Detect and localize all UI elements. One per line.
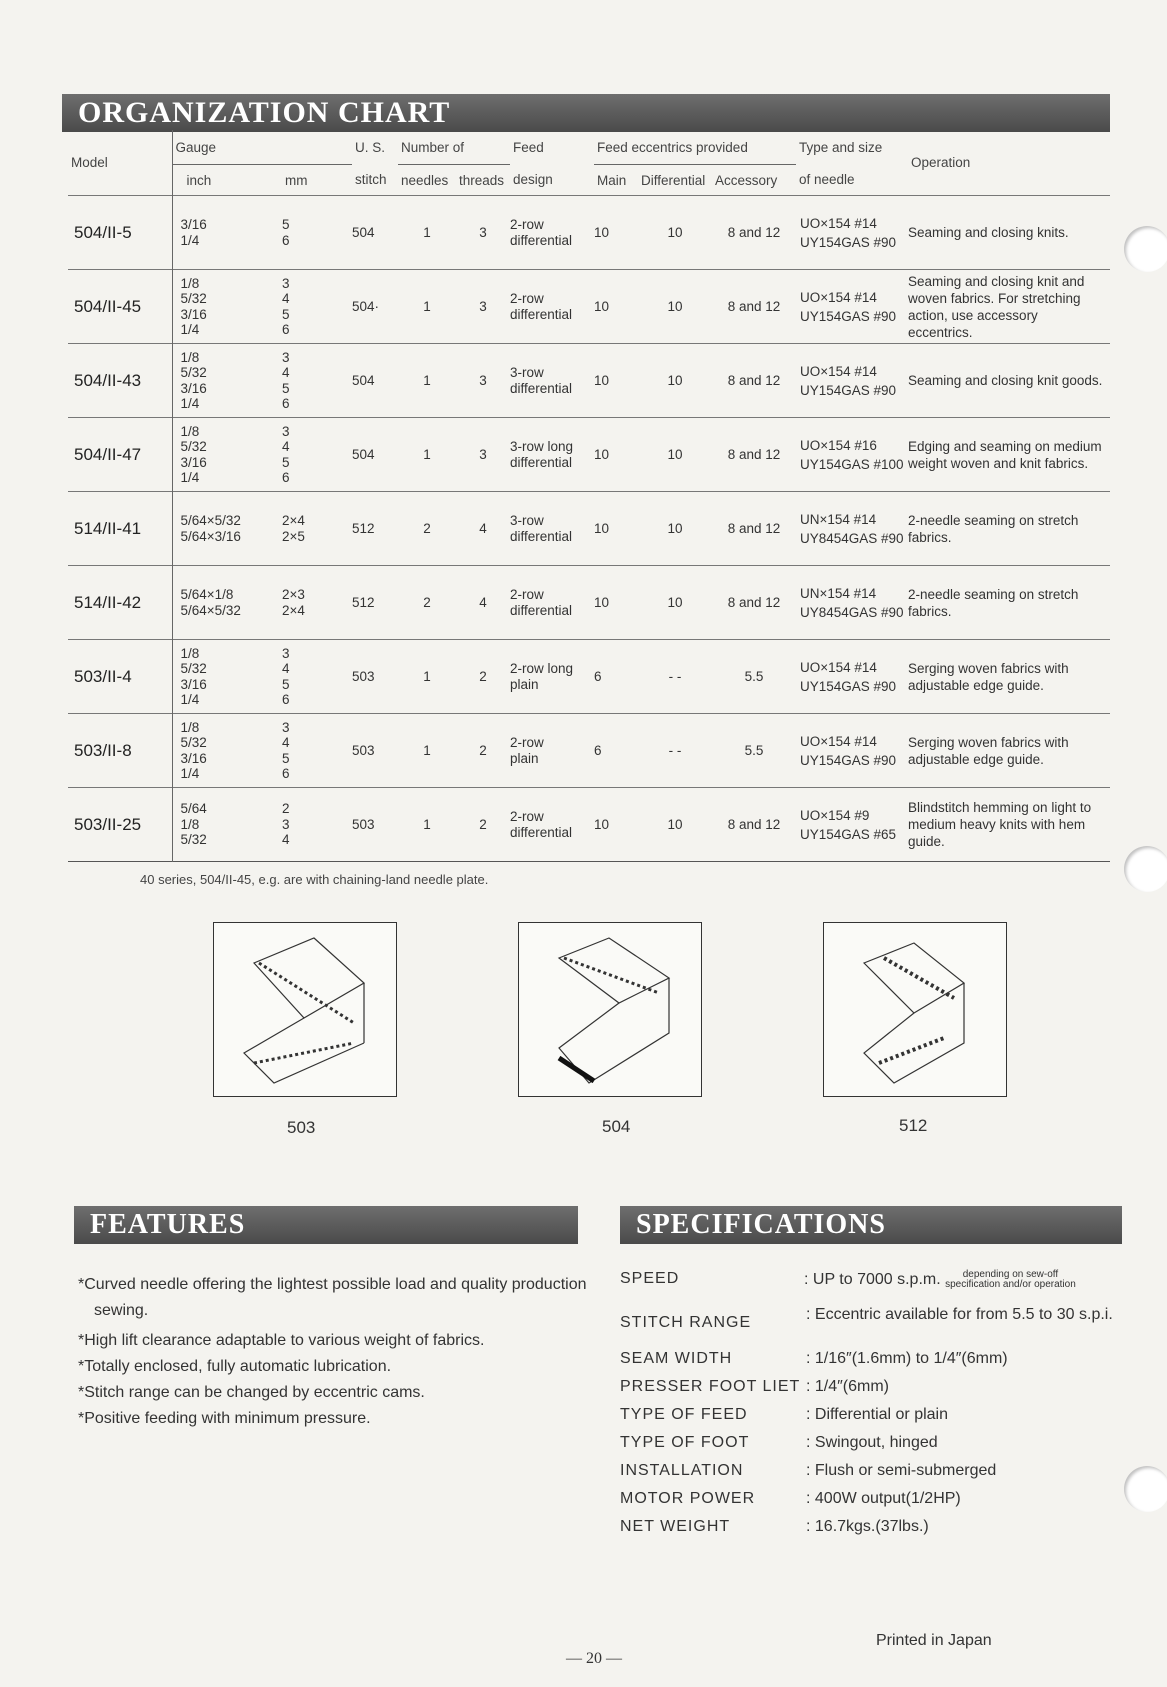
features-title: FEATURES [74,1206,578,1244]
cell-line: 1/4 [180,692,200,707]
needle-type-cell [796,270,908,344]
feed-design-cell [510,492,594,566]
accessory-cell: 8 and 12 [727,447,781,462]
cell-line: plain [510,750,539,766]
table-row [68,788,1110,862]
header-inch: inch [172,165,282,196]
cell-line: 3-row long [510,439,574,454]
cell-line: 1/8 [180,423,200,439]
model-cell: 504/II-45 [74,296,142,316]
header-eccentrics: Feed eccentrics provided [594,130,796,165]
organization-chart-title: ORGANIZATION CHART [62,94,1110,132]
feed-design-cell [510,566,594,640]
spec-value: : Flush or semi-submerged [806,1462,997,1479]
spec-row-speed [620,1270,1160,1304]
cell-line: 3 [282,719,290,735]
cell-line: 2×4 [282,513,305,528]
cell-line: 5 [282,217,290,232]
cell-line: differential [510,824,573,840]
operation-cell: Edging and seaming on medium weight woven and knit fabrics. [908,438,1102,471]
model-cell: 514/II-42 [74,592,142,612]
header-stitch: stitch [355,172,387,188]
header-model: Model [71,155,108,170]
needle-type-cell [796,566,908,640]
gauge-inch-cell [172,418,282,492]
differential-cell: - - [668,743,682,758]
spec-row [620,1378,1160,1406]
needles-cell: 2 [423,595,431,610]
cell-line: 3 [282,349,290,365]
cell-line: 2×4 [282,602,305,618]
needle-type-cell [796,196,908,270]
needle-type-cell [796,344,908,418]
cell-line: 4 [282,439,290,454]
table-row [68,344,1110,418]
model-cell: 503/II-4 [74,666,132,686]
gauge-inch-cell [172,196,282,270]
cell-line: 6 [282,692,290,707]
model-cell: 504/II-5 [74,222,132,242]
cell-line: UY154GAS #90 [800,234,897,250]
table-row [68,196,1110,270]
main-cell: 10 [594,299,610,314]
feed-design-cell [510,418,594,492]
feature-item: *Stitch range can be changed by eccentric cams. [78,1384,425,1401]
cell-line: UY154GAS #90 [800,752,897,768]
accessory-cell: 8 and 12 [727,817,781,832]
stitch-cell: 504 [352,447,375,462]
spec-label: STITCH RANGE [620,1314,752,1331]
cell-line: 5 [282,750,290,766]
spec-row [620,1490,1160,1518]
operation-cell: Serging woven fabrics with adjustable edge guide. [908,660,1069,693]
needle-type-cell [796,788,908,862]
spec-label: SPEED [620,1270,680,1287]
cell-line: 6 [282,232,290,248]
figure-caption-504: 504 [602,1117,631,1136]
cell-line: 5 [282,676,290,692]
spec-row [620,1434,1160,1462]
needles-cell: 1 [423,817,431,832]
cell-line: 4 [282,735,290,750]
differential-cell: 10 [667,299,683,314]
cell-line: 5 [282,306,290,322]
stitch-cell: 504 [352,225,375,240]
cell-line: 1/8 [180,719,200,735]
gauge-inch-cell [172,714,282,788]
table-row [68,492,1110,566]
specifications-list [620,1270,1160,1546]
cell-line: 6 [282,322,290,337]
speed-note-line-1: depending on sew-off [962,1269,1059,1280]
gauge-mm-cell [282,270,352,344]
table-row [68,714,1110,788]
spec-value: : Swingout, hinged [806,1434,938,1451]
header-differential: Differential [641,172,706,188]
spec-label: TYPE OF FOOT [620,1434,750,1451]
binder-hole [1124,226,1167,272]
cell-line: 5 [282,454,290,470]
differential-cell: 10 [667,521,683,536]
cell-line: UY154GAS #90 [800,678,897,694]
organization-chart-table [68,130,1110,862]
feature-item: *Positive feeding with minimum pressure. [78,1410,371,1427]
gauge-mm-cell [282,640,352,714]
spec-value: : 16.7kgs.(37lbs.) [806,1518,929,1535]
operation-cell: 2-needle seaming on stretch fabrics. [908,586,1079,619]
cell-line: 6 [282,396,290,411]
header-design: design [513,172,553,188]
spec-value: : Eccentric available for from 5.5 to 30 s.p.i. [806,1306,1113,1323]
cell-line: 2-row [510,587,544,602]
cell-line: 1/8 [180,645,200,661]
cell-line: 2-row [510,809,544,824]
feed-design-cell [510,270,594,344]
cell-line: 4 [282,291,290,306]
main-cell: 6 [594,743,602,758]
cell-line: differential [510,528,573,544]
accessory-cell: 8 and 12 [727,595,781,610]
threads-cell: 3 [479,225,487,240]
feed-design-cell [510,196,594,270]
cell-line: 2×5 [282,528,305,544]
needles-cell: 1 [423,225,431,240]
needles-cell: 1 [423,299,431,314]
cell-line: 5/32 [180,365,207,380]
header-of-needle: of needle [799,172,855,188]
needle-type-cell [796,492,908,566]
header-threads: threads [459,172,505,188]
needles-cell: 1 [423,669,431,684]
cell-line: 2 [282,801,290,817]
cell-line: UO×154 #14 [800,659,877,675]
gauge-mm-cell [282,344,352,418]
differential-cell: 10 [667,595,683,610]
spec-rows [620,1304,1160,1546]
threads-cell: 4 [479,595,487,610]
cell-line: UY8454GAS #90 [800,530,904,546]
feed-design-cell [510,788,594,862]
needles-cell: 1 [423,373,431,388]
cell-line: UN×154 #14 [800,585,877,601]
cell-line: UO×154 #14 [800,289,877,305]
gauge-mm-cell [282,714,352,788]
cell-line: UO×154 #14 [800,363,877,379]
main-cell: 10 [594,447,610,462]
gauge-inch-cell [172,344,282,418]
stitch-512-illustration [824,923,1006,1096]
specifications-title: SPECIFICATIONS [620,1206,1122,1244]
main-cell: 10 [594,521,610,536]
spec-speed-value-group [804,1270,1076,1290]
printed-in-japan: Printed in Japan [876,1632,992,1649]
speed-note-line-2: specification and/or operation [945,1279,1076,1290]
operation-cell: Seaming and closing knits. [908,225,1069,240]
cell-line: 3/16 [180,676,207,692]
spec-label: MOTOR POWER [620,1490,756,1507]
cell-line: 1/8 [180,816,200,832]
cell-line: UY154GAS #65 [800,826,897,842]
cell-line: 2-row [510,291,544,306]
header-type-size: Type and size [799,139,883,155]
gauge-inch-cell [172,492,282,566]
cell-line: 5/32 [180,832,207,848]
cell-line: 3/16 [180,380,207,396]
feed-design-cell [510,714,594,788]
spec-value: : 1/4″(6mm) [806,1378,890,1395]
header-operation: Operation [911,155,971,170]
cell-line: 1/4 [180,322,200,337]
cell-line: UO×154 #9 [800,807,870,823]
table-note: 40 series, 504/II-45, e.g. are with chaining-land needle plate. [140,872,489,887]
cell-line: UO×154 #16 [800,437,877,453]
cell-line: 2-row [510,217,544,232]
cell-line: 6 [282,470,290,485]
threads-cell: 2 [479,743,487,758]
needle-type-cell [796,714,908,788]
cell-line: 3/16 [180,454,207,470]
cell-line: 4 [282,661,290,676]
cell-line: 4 [282,832,290,848]
spec-row [620,1350,1160,1378]
cell-line: 2-row [510,735,544,750]
cell-line: 1/4 [180,232,200,248]
spec-value: : 400W output(1/2HP) [806,1490,961,1507]
header-us: U. S. [355,139,386,155]
operation-cell: Seaming and closing knit goods. [908,373,1103,388]
spec-label: NET WEIGHT [620,1518,731,1535]
stitch-figure-504 [518,922,702,1097]
gauge-inch-cell [172,270,282,344]
table-row [68,270,1110,344]
accessory-cell: 8 and 12 [727,225,781,240]
gauge-inch-cell [172,566,282,640]
cell-line: 1/4 [180,470,200,485]
differential-cell: 10 [667,447,683,462]
feed-design-cell [510,640,594,714]
header-number-of: Number of [398,130,510,165]
figure-caption-503: 503 [287,1118,316,1137]
model-cell: 503/II-25 [74,814,142,834]
figure-caption-512: 512 [899,1116,928,1135]
differential-cell: 10 [667,225,683,240]
needles-cell: 1 [423,447,431,462]
cell-line: 5/64×3/16 [180,528,241,544]
stitch-cell: 512 [352,595,375,610]
gauge-mm-cell [282,788,352,862]
stitch-cell: 503 [352,743,375,758]
cell-line: differential [510,454,573,470]
stitch-cell: 504· [352,299,380,314]
stitch-figure-503 [213,922,397,1097]
cell-line: UY154GAS #100 [800,456,904,472]
cell-line: 1/4 [180,766,200,781]
spec-value: : UP to 7000 s.p.m. [804,1271,941,1289]
cell-line: 2-row long [510,661,574,676]
threads-cell: 3 [479,299,487,314]
cell-line: 3-row [510,513,544,528]
cell-line: 3-row [510,365,544,380]
cell-line: UY8454GAS #90 [800,604,904,620]
gauge-mm-cell [282,418,352,492]
stitch-cell: 504 [352,373,375,388]
accessory-cell: 8 and 12 [727,521,781,536]
header-main: Main [597,172,627,188]
binder-hole [1124,846,1167,892]
model-cell: 514/II-41 [74,518,142,538]
operation-cell: 2-needle seaming on stretch fabrics. [908,512,1079,545]
gauge-inch-cell [172,640,282,714]
cell-line: UO×154 #14 [800,733,877,749]
feature-item: *Curved needle offering the lightest possible load and quality production sewing. [78,1276,587,1319]
cell-line: 3 [282,816,290,832]
cell-line: 2×3 [282,587,305,602]
model-cell: 504/II-43 [74,370,142,390]
operation-cell: Blindstitch hemming on light to medium heavy knits with hem guide. [908,800,1092,849]
threads-cell: 3 [479,447,487,462]
cell-line: 5/64×5/32 [180,513,241,528]
main-cell: 10 [594,373,610,388]
cell-line: 3 [282,423,290,439]
features-list [78,1272,598,1432]
stitch-figure-512 [823,922,1007,1097]
feature-item: *High lift clearance adaptable to various weight of fabrics. [78,1332,485,1349]
operation-cell: Serging woven fabrics with adjustable edge guide. [908,734,1069,767]
spec-row [620,1406,1160,1434]
organization-chart-body [68,196,1110,862]
stitch-cell: 503 [352,669,375,684]
accessory-cell: 5.5 [744,743,764,758]
cell-line: 3/16 [180,750,207,766]
table-row [68,640,1110,714]
header-gauge: Gauge [172,130,352,165]
cell-line: 3/16 [180,306,207,322]
threads-cell: 2 [479,669,487,684]
feature-item: *Totally enclosed, fully automatic lubrication. [78,1358,392,1375]
needle-type-cell [796,418,908,492]
cell-line: 3/16 [180,217,207,232]
cell-line: 5/64×1/8 [180,587,234,602]
page-number: — 20 — [566,1650,622,1667]
needles-cell: 2 [423,521,431,536]
stitch-503-illustration [214,923,396,1096]
needle-type-cell [796,640,908,714]
spec-row [620,1462,1160,1490]
accessory-cell: 8 and 12 [727,299,781,314]
spec-label: INSTALLATION [620,1462,744,1479]
cell-line: 1/4 [180,396,200,411]
cell-line: differential [510,306,573,322]
threads-cell: 2 [479,817,487,832]
cell-line: 5/64 [180,801,207,817]
main-cell: 10 [594,595,610,610]
spec-speed-note [945,1270,1076,1290]
differential-cell: 10 [667,373,683,388]
cell-line: 5/64×5/32 [180,602,241,618]
gauge-mm-cell [282,492,352,566]
cell-line: 5/32 [180,735,207,750]
accessory-cell: 8 and 12 [727,373,781,388]
differential-cell: - - [668,669,682,684]
cell-line: differential [510,232,573,248]
cell-line: UN×154 #14 [800,511,877,527]
gauge-mm-cell [282,566,352,640]
feed-design-cell [510,344,594,418]
operation-cell: Seaming and closing knit and woven fabrics. For stretching action, use accessory eccentrics. [908,273,1085,340]
table-row [68,566,1110,640]
cell-line: 5 [282,380,290,396]
threads-cell: 3 [479,373,487,388]
spec-value: : 1/16″(1.6mm) to 1/4″(6mm) [806,1350,1008,1367]
cell-line: 5/32 [180,291,207,306]
main-cell: 10 [594,225,610,240]
gauge-mm-cell [282,196,352,270]
spec-label: PRESSER FOOT LIET [620,1378,801,1395]
stitch-cell: 503 [352,817,375,832]
model-cell: 503/II-8 [74,740,132,760]
differential-cell: 10 [667,817,683,832]
stitch-504-illustration [519,923,701,1096]
model-cell: 504/II-47 [74,444,142,464]
stitch-cell: 512 [352,521,375,536]
spec-label: TYPE OF FEED [620,1406,748,1423]
cell-line: 3 [282,275,290,291]
cell-line: 6 [282,766,290,781]
cell-line: 1/8 [180,275,200,291]
cell-line: UY154GAS #90 [800,382,897,398]
cell-line: UO×154 #14 [800,215,877,231]
header-feed: Feed [513,139,544,155]
cell-line: 5/32 [180,439,207,454]
header-accessory: Accessory [715,172,778,188]
main-cell: 10 [594,817,610,832]
gauge-inch-cell [172,788,282,862]
needles-cell: 1 [423,743,431,758]
cell-line: differential [510,602,573,618]
cell-line: 3 [282,645,290,661]
cell-line: plain [510,676,539,692]
header-mm: mm [285,172,308,188]
table-row [68,418,1110,492]
threads-cell: 4 [479,521,487,536]
spec-row [620,1304,1160,1350]
spec-label: SEAM WIDTH [620,1350,733,1367]
cell-line: 1/8 [180,349,200,365]
cell-line: 4 [282,365,290,380]
cell-line: 5/32 [180,661,207,676]
spec-value: : Differential or plain [806,1406,948,1423]
main-cell: 6 [594,669,602,684]
cell-line: UY154GAS #90 [800,308,897,324]
accessory-cell: 5.5 [744,669,764,684]
spec-row [620,1518,1160,1546]
header-needles: needles [401,172,449,188]
cell-line: differential [510,380,573,396]
